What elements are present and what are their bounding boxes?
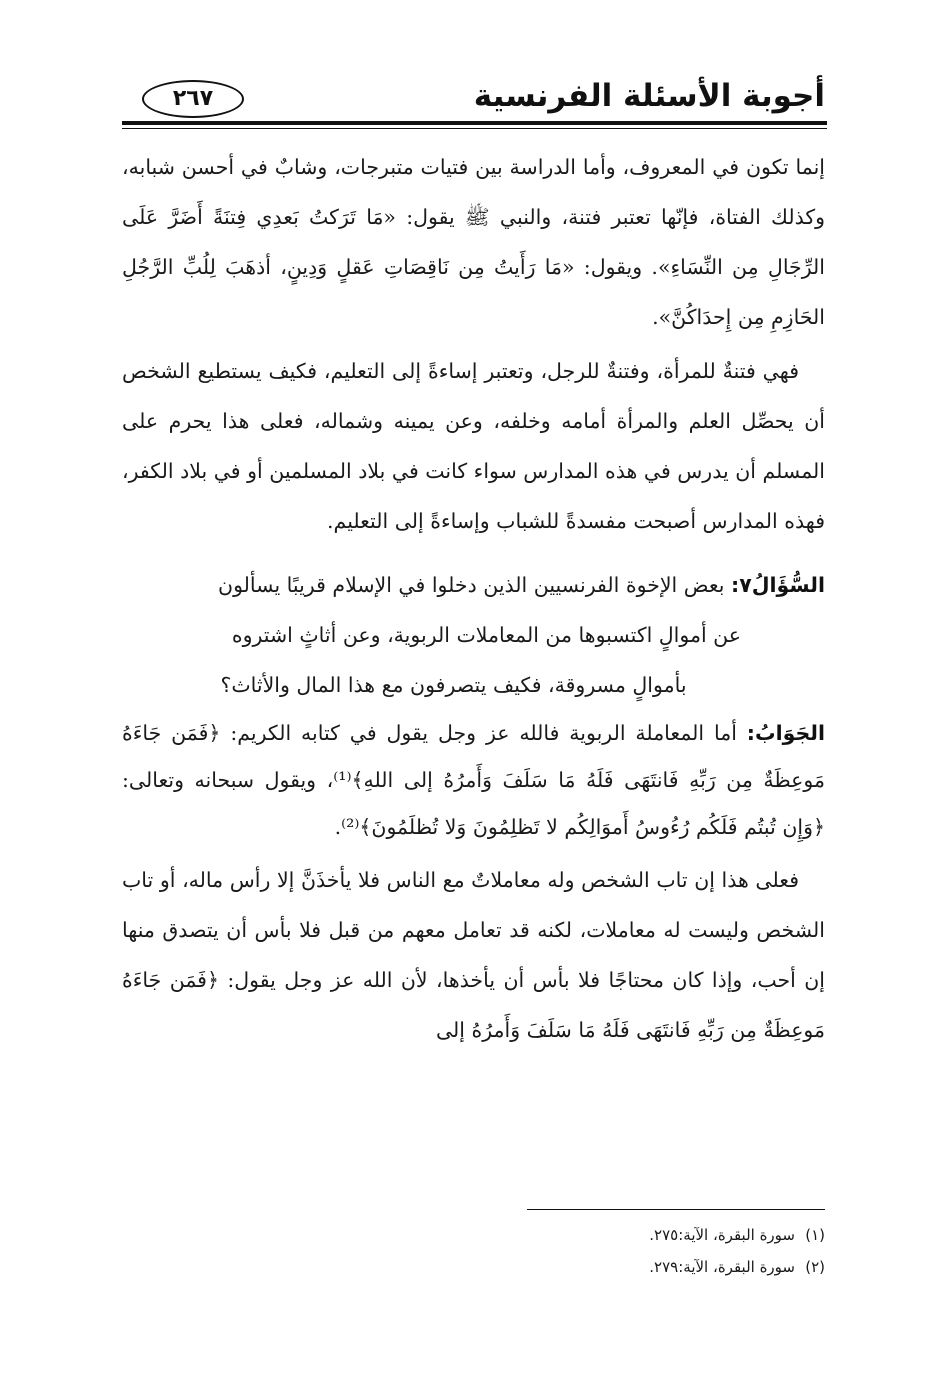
footnote-2 [325, 1251, 825, 1283]
page-number-badge [142, 80, 244, 118]
header-rule-thin [122, 128, 827, 129]
footnote-1 [325, 1219, 825, 1251]
running-header-title: أجوبة الأسئلة الفرنسية [473, 78, 825, 114]
question-label: السُّؤَالُ٧: [731, 573, 825, 597]
footnotes [325, 1219, 825, 1283]
footnote-text: سورة البقرة، الآية:٢٧٥. [649, 1226, 795, 1244]
question-line-2: عن أموالٍ اكتسبوها من المعاملات الربوية، وعن أثاثٍ اشتروه [231, 623, 741, 647]
header-rule-thick [122, 121, 827, 125]
footnote-number: (٢) [805, 1258, 825, 1276]
main-text [122, 142, 825, 1055]
paragraph-1: إنما تكون في المعروف، وأما الدراسة بين فتيات متبرجات، وشابٌ في أحسن شبابه، وكذلك الفتاة، فإنّها تعتبر فتنة، والنبي ﷺ يقول: «مَا تَرَكتُ بَعدِي فِتنَةً أَضَرَّ عَلَى الرِّجَالِ مِن النِّسَاءِ». ويقول: «مَا رَأَيتُ مِن نَاقِصَاتِ عَقلٍ وَدِينٍ، أذهَبَ لِلُبِّ الرَّجُلِ الحَازِمِ مِن إِحدَاكُنَّ». [122, 155, 825, 329]
answer-label: الجَوَابُ: [746, 721, 825, 745]
question-line-3: بأموالٍ مسروقة، فكيف يتصرفون مع هذا المال والأثاث؟ [220, 673, 687, 697]
answer-text: أما المعاملة الربوية فالله عز وجل يقول في كتابه الكريم: ﴿فَمَن جَاءَهُ مَوعِظَةٌ مِن رَبِّهِ فَانتَهَى فَلَهُ مَا سَلَفَ وَأَمرُهُ إلى اللهِ﴾⁽¹⁾، ويقول سبحانه وتعالى: ﴿وَإِن تُبتُم فَلَكُم رُءُوسُ أَموَالِكُم لا تَظلِمُونَ وَلا تُظلَمُونَ﴾⁽²⁾. [122, 721, 825, 839]
paragraph-2: فهي فتنةٌ للمرأة، وفتنةٌ للرجل، وتعتبر إساءةً إلى التعليم، فكيف يستطيع الشخص أن يحصِّل العلم والمرأة أمامه وخلفه، وعن يمينه وشماله، فعلى هذا يحرم على المسلم أن يدرس في هذه المدارس سواء كانت في بلاد المسلمين أو في بلاد الكفر، فهذه المدارس أصبحت مفسدةً للشباب وإساءةً إلى التعليم. [122, 359, 825, 533]
footnote-text: سورة البقرة، الآية:٢٧٩. [649, 1258, 795, 1276]
question-block [122, 560, 825, 710]
answer-paragraph [122, 710, 825, 851]
question-first-line [122, 560, 825, 610]
question-line-1: بعض الإخوة الفرنسيين الذين دخلوا في الإسلام قريبًا يسألون [218, 573, 725, 597]
page-number: ٢٦٧ [172, 86, 214, 111]
footnote-number: (١) [805, 1226, 825, 1244]
paragraph-3: فعلى هذا إن تاب الشخص وله معاملاتٌ مع الناس فلا يأخذَنَّ إلا رأس ماله، أو تاب الشخص وليست له معاملات، لكنه قد تعامل معهم من قبل فلا بأس أن يتصدق منها إن أحب، وإذا كان محتاجًا فلا بأس أن يأخذها، لأن الله عز وجل يقول: ﴿فَمَن جَاءَهُ مَوعِظَةٌ مِن رَبِّهِ فَانتَهَى فَلَهُ مَا سَلَفَ وَأَمرُهُ إلى [122, 868, 825, 1042]
footnote-separator [527, 1209, 825, 1210]
